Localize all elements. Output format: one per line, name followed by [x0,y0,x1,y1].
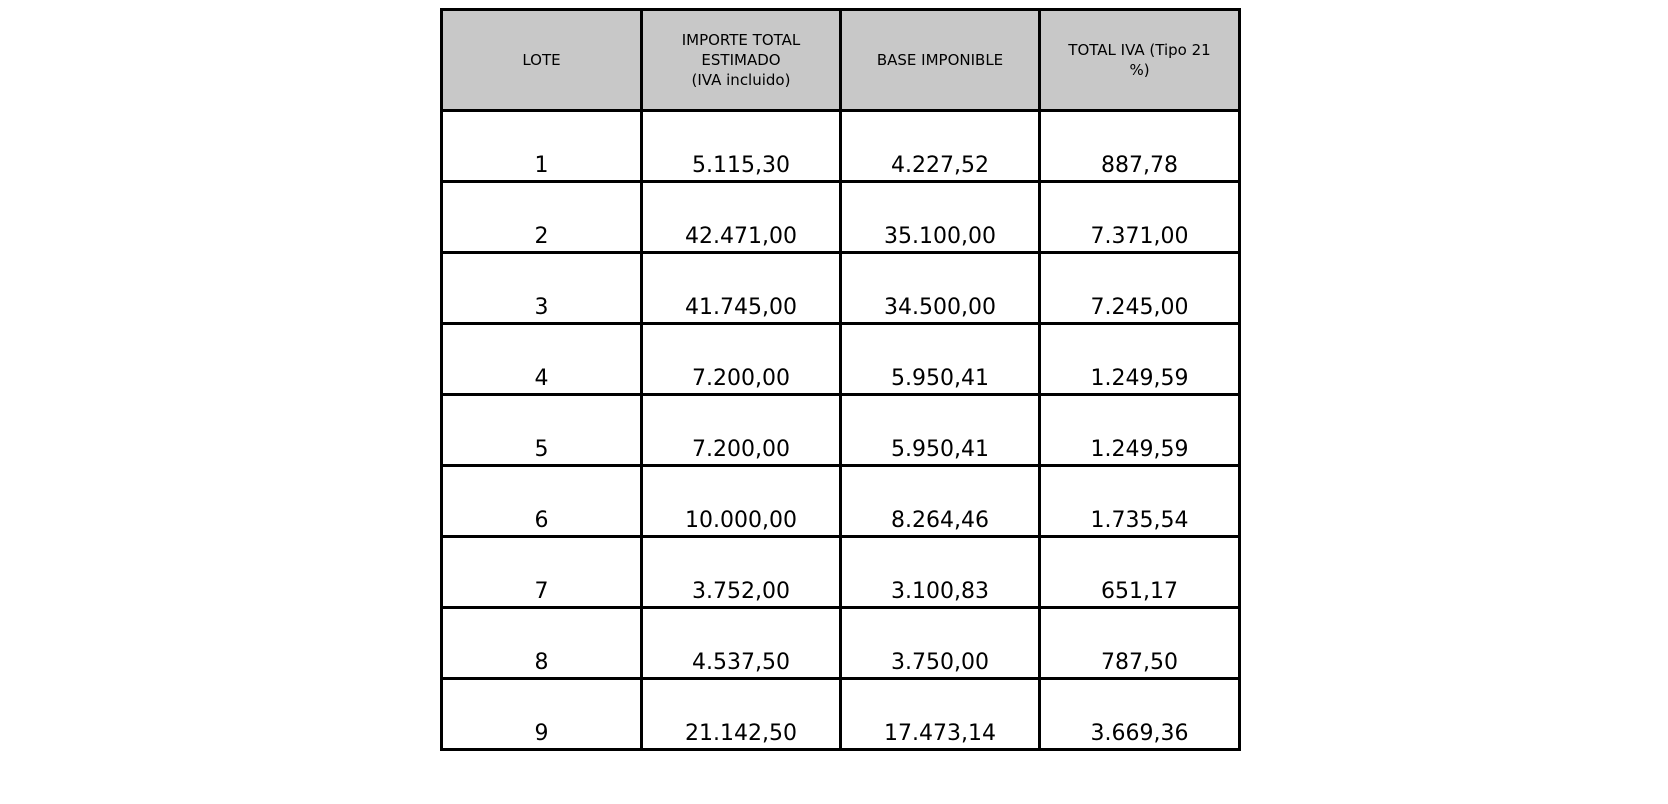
cell-lote: 5 [442,395,642,466]
cell-base: 8.264,46 [841,466,1040,537]
table-row [442,395,1240,466]
cell-iva: 1.249,59 [1040,324,1240,395]
cell-lote: 2 [442,182,642,253]
cell-importe: 21.142,50 [642,679,841,750]
cell-base: 3.100,83 [841,537,1040,608]
cell-iva: 3.669,36 [1040,679,1240,750]
cell-lote: 7 [442,537,642,608]
cell-iva: 7.371,00 [1040,182,1240,253]
cell-base: 35.100,00 [841,182,1040,253]
cell-lote: 4 [442,324,642,395]
header-row [442,10,1240,111]
cell-importe: 4.537,50 [642,608,841,679]
cell-base: 5.950,41 [841,324,1040,395]
table-row [442,182,1240,253]
header-iva-line-2: %) [1129,61,1150,79]
cell-importe: 41.745,00 [642,253,841,324]
cell-lote: 3 [442,253,642,324]
table-row [442,537,1240,608]
header-base-label: BASE IMPONIBLE [876,51,1004,69]
header-importe [642,10,841,111]
cell-lote: 6 [442,466,642,537]
header-iva-line-1: TOTAL IVA (Tipo 21 [1068,41,1211,59]
header-iva [1040,10,1240,111]
header-lote-label: LOTE [522,51,561,69]
header-importe-line-3: (IVA incluido) [691,71,791,89]
cell-importe: 3.752,00 [642,537,841,608]
table-row [442,253,1240,324]
cell-iva: 1.735,54 [1040,466,1240,537]
cell-importe: 7.200,00 [642,324,841,395]
header-base [841,10,1040,111]
cell-base: 34.500,00 [841,253,1040,324]
cell-base: 3.750,00 [841,608,1040,679]
cell-importe: 10.000,00 [642,466,841,537]
cell-iva: 1.249,59 [1040,395,1240,466]
cell-importe: 42.471,00 [642,182,841,253]
cell-lote: 8 [442,608,642,679]
cell-lote: 1 [442,111,642,182]
table-row [442,679,1240,750]
table-row [442,324,1240,395]
lots-table [440,8,1241,751]
cell-iva: 787,50 [1040,608,1240,679]
cell-base: 17.473,14 [841,679,1040,750]
cell-iva: 651,17 [1040,537,1240,608]
header-lote [442,10,642,111]
cell-base: 4.227,52 [841,111,1040,182]
cell-importe: 7.200,00 [642,395,841,466]
header-importe-line-2: ESTIMADO [701,51,781,69]
cell-lote: 9 [442,679,642,750]
table-row [442,608,1240,679]
cell-iva: 7.245,00 [1040,253,1240,324]
table-row [442,111,1240,182]
cell-iva: 887,78 [1040,111,1240,182]
cell-importe: 5.115,30 [642,111,841,182]
header-importe-line-1: IMPORTE TOTAL [681,31,801,49]
cell-base: 5.950,41 [841,395,1040,466]
table-row [442,466,1240,537]
